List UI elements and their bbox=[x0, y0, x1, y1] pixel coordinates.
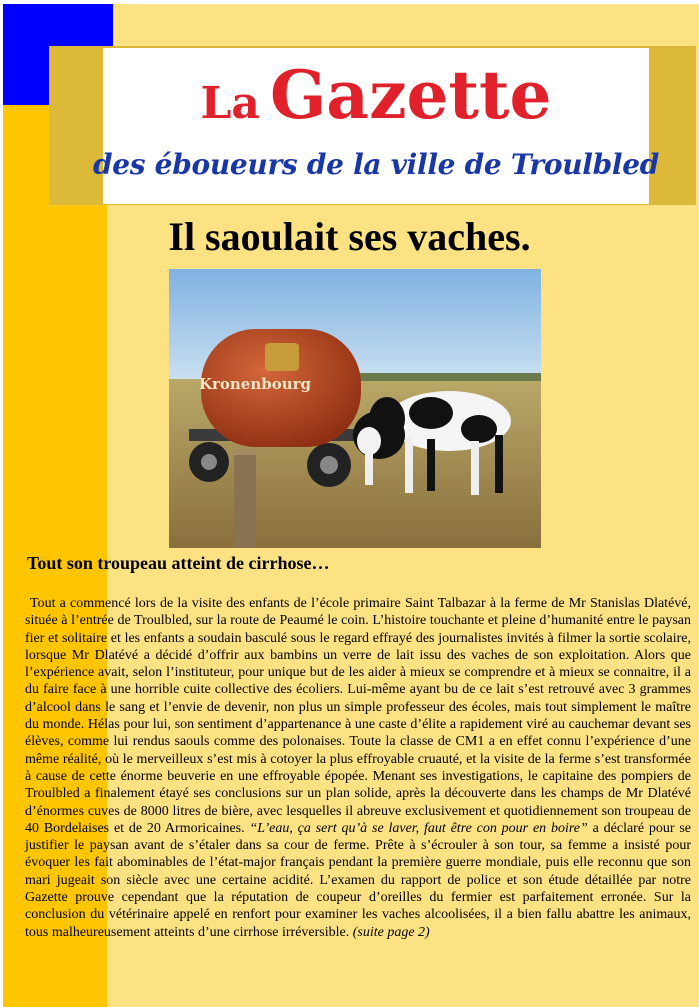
photo-treeline bbox=[359, 373, 541, 381]
masthead-title-gazette: Gazette bbox=[269, 56, 552, 134]
article-continuation: (suite page 2) bbox=[352, 924, 430, 940]
article-text-rest: a déclaré pour se justifier le paysan avant de s’étaler dans sa cour de ferme. Prête à s’écrouler à son tour, sa femme a insisté pour évoquer les fait abominables de l’état-major français pendant la première guerre mondiale, puis elle reconnu que son mari jugeait son siècle avec une certaine acidité. L’examen du rapport de police et son étude détaillée par notre Gazette prouve cependant que la réputation de coupeur d’oreilles du fermier est parfaitement erronée. Sur la conclusion du vétérinaire appelé en renfort pour examiner les vaches alcoolisées, il a bien fallu abattre les animaux, tous malheureusement atteints d’une cirrhose irréversible. bbox=[25, 820, 691, 940]
tank-brand-text: Kronenbourg bbox=[198, 375, 312, 393]
fence-post bbox=[234, 449, 256, 548]
photo-cows-beer-tank bbox=[169, 269, 541, 548]
masthead-title bbox=[103, 56, 649, 134]
article-text-main: Tout a commencé lors de la visite des enfants de l’école primaire Saint Talbazar à la ferme de Mr Stanislas Dlatévé, située à l’entrée de Troulbled, sur la route de Peaumé le coin. L’histoire touchante et pleine d’humanité entre le paysan fier et solitaire et les enfants a soudain basculé sous le regard effrayé des journalistes invités à filmer la sortie scolaire, lorsque Mr Dlatévé a décidé d’offrir aux bambins un verre de lait issu des vaches de son exploitation. Alors que l’expérience avait, selon l’instituteur, pour unique but de les aider à mieux se comprendre et à mieux se connaitre, il a du faire face à une horrible cuite collective des écoliers. Lui-même ayant bu de ce lait s’est retrouvé avec 3 grammes d’alcool dans le sang et l’envie de devenir, non plus un simple professeur des écoles, mais tout simplement le maître du monde. Hélas pour lui, son sentiment d’appartenance à une caste d’élite a rapidement viré au cauchemar devant ses élèves, comme lui rendus saouls comme des polonaises. Toute la classe de CM1 a en effet connu l’expérience d’une même réalité, où le merveilleux s’est mis à cotoyer la plus effroyable cruauté, et la visite de la ferme s’est transformée à cause de cette énorme beuverie en une effroyable épopée. Menant ses investigations, le capitaine des pompiers de Troulbled a finalement étayé ses conclusions sur un plan solide, après la découverte dans les champs de Mr Dlatévé d’énormes cuves de 8000 litres de bière, avec lesquelles il abreuve exclusivement et quotidiennement son troupeau de 40 Bordelaises et de 20 Armoricaines. bbox=[25, 596, 691, 836]
article-quote: “L’eau, ça sert qu’à se laver, faut être con pour en boire” bbox=[249, 820, 588, 836]
article-body bbox=[25, 595, 691, 941]
masthead-banner bbox=[92, 48, 660, 204]
tank-emblem bbox=[265, 343, 299, 371]
masthead-title-la: La bbox=[200, 78, 260, 129]
masthead-subtitle: des éboueurs de la ville de Troulbled bbox=[92, 148, 660, 181]
article-subheadline: Tout son troupeau atteint de cirrhose… bbox=[27, 553, 330, 573]
article-photo bbox=[169, 269, 541, 548]
article-headline: Il saoulait ses vaches. bbox=[168, 214, 531, 259]
